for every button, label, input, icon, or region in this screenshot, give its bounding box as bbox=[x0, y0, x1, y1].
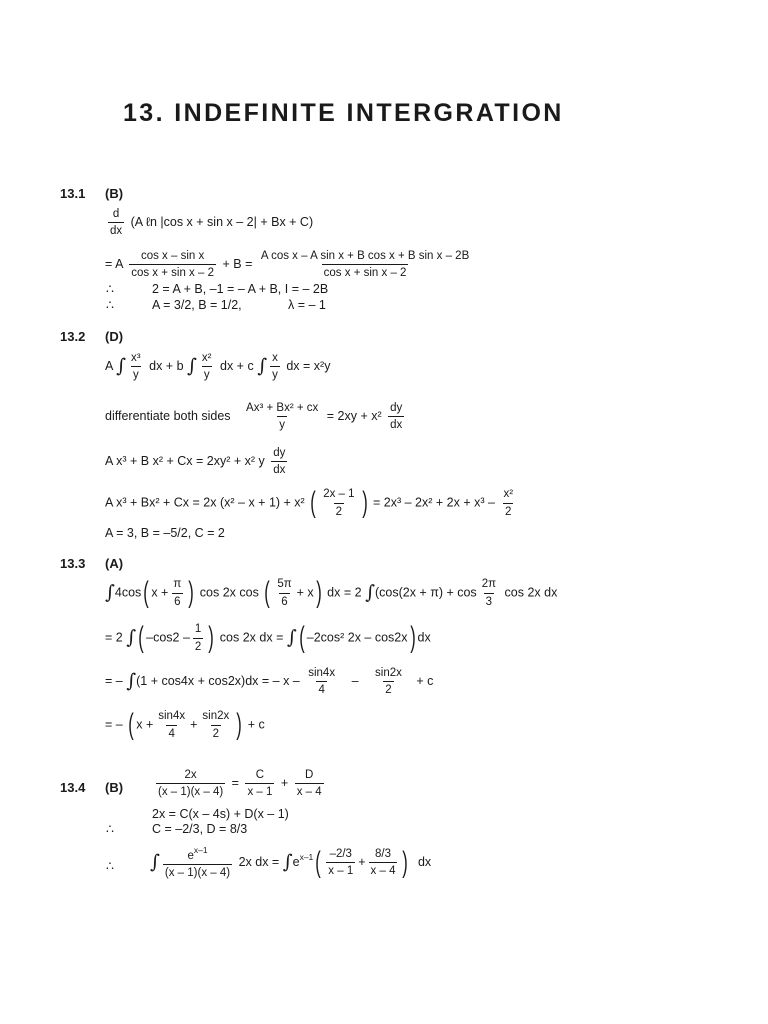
therefore-symbol: ∴ bbox=[106, 859, 114, 873]
expansion-line: A x³ + Bx² + Cx = 2x (x² – x + 1) + x² ( $\frac{2x - 1}{2}$ ) = 2x³ – 2x² + 2x + x³ – $\frac{\text{x²}}{2}$ bbox=[105, 486, 514, 519]
integral-sign: ∫ bbox=[257, 355, 268, 378]
dy-dx-fraction: $\frac{dy}{dx}$ bbox=[390, 402, 403, 432]
therefore-symbol: ∴ bbox=[106, 282, 114, 296]
derivative-expression: (A ℓn |cos x + sin x – 2| + Bx + C) bbox=[130, 214, 314, 229]
therefore-symbol: ∴ bbox=[106, 822, 114, 836]
polynomial-line: A x³ + B x² + Cx = 2xy² + x² y $\frac{dy}{dx}$ bbox=[105, 447, 286, 477]
question-number-13-1: 13.1 bbox=[60, 186, 86, 201]
answer-13-1: (B) bbox=[105, 186, 124, 201]
answer-13-3: (A) bbox=[105, 556, 124, 571]
equation-system: 2 = A + B, –1 = – A + B, I = – 2B bbox=[152, 282, 329, 296]
solution-values: A = 3/2, B = 1/2, bbox=[152, 298, 242, 312]
d-dx-fraction: $\frac{d}{dx}$ bbox=[110, 208, 123, 238]
integral-equation: A ∫ $\frac{\text{x³}}{y}$ dx + b ∫ $\frac{\text{x²}}{y}$ dx + c ∫ $\frac{x}{y}$ dx = x²y bbox=[105, 352, 331, 382]
fraction-expanded: $\frac{\text{A cos x – A sin x + B cos x + B sin x – 2B}}{\text{cos x + sin x – 2}}$ bbox=[260, 250, 470, 280]
page-title: 13. INDEFINITE INTERGRATION bbox=[123, 99, 564, 127]
integral-result: = – ( x + $\frac{\sin 4x}{4}$ + $\frac{\sin 2x}{2}$ ) + c bbox=[105, 708, 265, 741]
integral-line-1: ∫4cos( x + $\frac{\pi}{6}$ ) cos 2x cos ( $\frac{5\pi}{6}$ + x) dx = 2 ∫(cos(2x + π) + cos $\frac{2\pi}{3}$ cos 2x dx bbox=[105, 576, 558, 609]
differentiate-line: differentiate both sides $\frac{\text{Ax³ + Bx² + cx}}{y}$ = 2xy + x² $\frac{dy}{dx}$ bbox=[105, 402, 403, 432]
lambda-value: λ = – 1 bbox=[288, 298, 326, 312]
answer-13-4: (B) bbox=[105, 780, 124, 795]
question-number-13-3: 13.3 bbox=[60, 556, 86, 571]
integral-sign: ∫ bbox=[187, 355, 197, 378]
question-number-13-2: 13.2 bbox=[60, 329, 86, 344]
final-integral-line: ∫ $\frac{e^{x-1}}{(x - 1)(x - 4)}$ 2x dx = $\int e^{x-1}$( $\frac{-2/3}{x - 1}$ + $\frac{8/3}{x - 4}$ ) dx bbox=[150, 845, 432, 880]
step-2-13-1: = A $\frac{\text{cos x – sin x}}{\text{cos x + sin x – 2}}$ + B = $\frac{\text{A cos x – A sin x + B cos x + B sin x – 2B}}{\text{cos x + sin x – 2}}$ bbox=[105, 250, 470, 280]
partial-fraction-line: $\frac{2x}{(x - 1)(x - 4)}$ = $\frac{C}{x - 1}$ + $\frac{D}{x - 4}$ bbox=[158, 769, 322, 799]
integral-sign: ∫ bbox=[116, 355, 127, 378]
identity-line: 2x = C(x – 4s) + D(x – 1) bbox=[152, 807, 289, 821]
question-number-13-4: 13.4 bbox=[60, 780, 86, 795]
dy-dx-fraction: $\frac{dy}{dx}$ bbox=[273, 447, 286, 477]
coefficients-result: A = 3, B = –5/2, C = 2 bbox=[105, 526, 225, 540]
derivative-line bbox=[105, 208, 313, 237]
integral-line-3: = – ∫(1 + cos4x + cos2x)dx = – x – $\frac{\sin 4x}{4}$ – $\frac{\sin 2x}{2}$ + c bbox=[105, 667, 434, 697]
c-d-values: C = –2/3, D = 8/3 bbox=[152, 822, 248, 836]
differentiated-fraction: $\frac{\text{Ax³ + Bx² + cx}}{y}$ bbox=[246, 402, 319, 432]
fraction-cos-sin: $\frac{\text{cos x – sin x}}{\text{cos x + sin x – 2}}$ bbox=[131, 250, 214, 280]
integral-line-2: = 2 ∫( –cos2 – $\frac{1}{2}$ ) cos 2x dx = ∫( –2cos² 2x – cos2x) dx bbox=[105, 621, 431, 654]
therefore-symbol: ∴ bbox=[106, 298, 114, 312]
answer-13-2: (D) bbox=[105, 329, 124, 344]
